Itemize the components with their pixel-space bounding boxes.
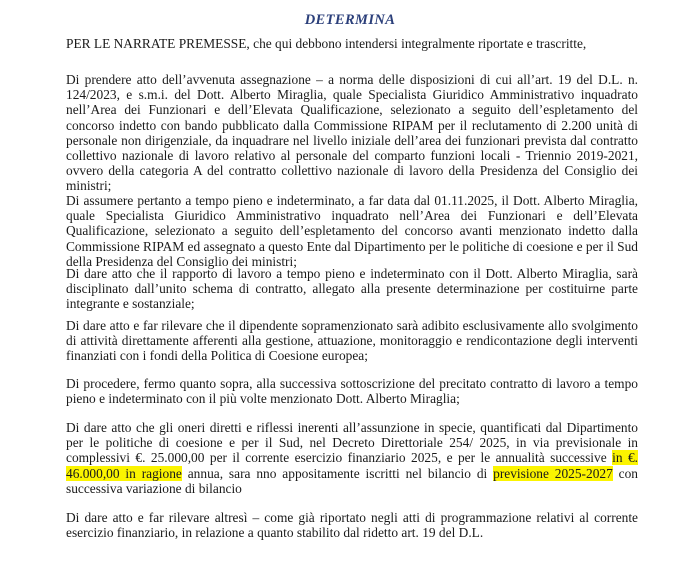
paragraph-assumere: Di assumere pertanto a tempo pieno e indeterminato, a far data dal 01.11.2025, il Dott. Alberto Miraglia, quale Specialista Giuridico Amministrativo inquadrato nell’Area dei Funzionari e dell’Elevata Qualificazione, selezionato a seguito dell’espletamento del concorso avanti menzionato indetto dalla Commissione RIPAM ed assegnato a questo Ente dal Dipartimento per le politiche di coesione e per il Sud della Presidenza del Consiglio dei ministri; <box>66 193 638 269</box>
paragraph-premesse: PER LE NARRATE PREMESSE, che qui debbono intendersi integralmente riportate e trascritte, <box>66 36 587 51</box>
document-title: DETERMINA <box>304 12 396 28</box>
paragraph-far-rilevare: Di dare atto e far rilevare altresì – come già riportato negli atti di programmazione relativi al corrente esercizio finanziario, in relazione a quanto stabilito dal ridetto art. 19 del D.L. <box>66 510 638 541</box>
paragraph-prendere-atto: Di prendere atto dell’avvenuta assegnazione – a norma delle disposizioni di cui all’art. 19 del D.L. n. 124/2023, e s.m.i. del Dott. Alberto Miraglia, quale Specialista Giuridico Amministrativo inquadrato nell’Area dei Funzionari e dell’Elevata Qualificazione, selezionato a seguito dell’espletamento del concorso indetto con bando pubblicato dalla Commissione RIPAM per il reclutamento di 2.200 unità di personale non dirigenziale, da inquadrare nel livello iniziale dell’area dei funzionari prevista dal contratto collettivo nazionale di lavoro relativo al personale del comparto funzioni locali - Triennio 2019-2021, ovvero della categoria A del contratto collettivo nazionale di lavoro della Presidenza del Consiglio dei ministri; <box>66 72 638 194</box>
oneri-text-end: con successiva variazione di bilancio <box>66 465 638 496</box>
highlight-amount: in €. 46.000,00 in ragione <box>66 450 638 481</box>
paragraph-oneri <box>66 420 638 496</box>
paragraph-dipendente-adibito: Di dare atto e far rilevare che il dipendente sopramenzionato sarà adibito esclusivamente allo svolgimento di attività direttamente afferenti alla gestione, attuazione, monitoraggio e rendicontazione degli interventi finanziati con i fondi della Politica di Coesione europea; <box>66 318 638 364</box>
highlight-previsione: previsione 2025-2027 <box>493 465 613 481</box>
paragraph-sottoscrizione: Di procedere, fermo quanto sopra, alla successiva sottoscrizione del precitato contratto di lavoro a tempo pieno e indeterminato con il più volte menzionato Dott. Alberto Miraglia; <box>66 376 638 407</box>
oneri-text-middle: annua, sara nno appositamente iscritti nel bilancio di <box>181 465 494 481</box>
paragraph-rapporto-lavoro: Di dare atto che il rapporto di lavoro a tempo pieno e indeterminato con il Dott. Alberto Miraglia, sarà disciplinato dall’unito schema di contratto, allegato alla presente determinazione per costituirne parte integrante e sostanziale; <box>66 266 638 312</box>
oneri-text-start: Di dare atto che gli oneri diretti e riflessi inerenti all’assunzione in specie, quantificati dal Dipartimento per le politiche di coesione e per il Sud, nel Decreto Direttoriale 254/ 2025, in via previsionale in complessivi €. 25.000,00 per il corrente esercizio finanziario 2025, e per le annualità successive <box>66 420 638 466</box>
